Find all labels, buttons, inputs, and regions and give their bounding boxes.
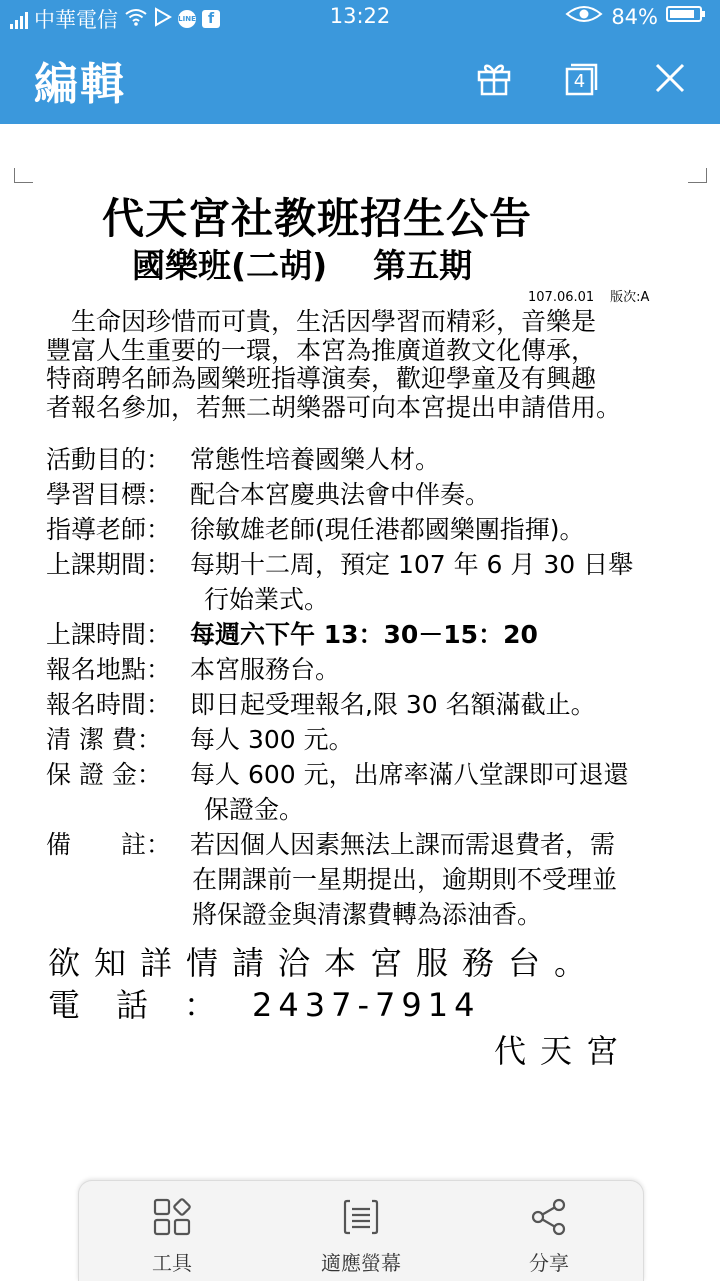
crop-mark-top-right [688, 168, 707, 183]
tabs-icon [562, 60, 602, 100]
battery-icon [666, 4, 706, 29]
tabs-button[interactable] [556, 54, 608, 106]
detail-value: 每人 300 元。 [190, 725, 354, 754]
detail-label: 指導老師： [46, 515, 172, 544]
detail-label: 報名時間： [46, 690, 172, 719]
phone-number: 2437-7914 [252, 986, 481, 1024]
version-date: 107.06.01 [528, 290, 595, 305]
phone-label: 電話： [48, 986, 253, 1024]
gift-button[interactable] [468, 54, 520, 106]
detail-value: 行始業式。 [204, 585, 330, 614]
paragraph-line: 者報名參加，若無二胡樂器可向本宮提出申請借用。 [46, 392, 622, 422]
carrier-name: 中華電信 [34, 8, 118, 32]
detail-row-deposit [46, 757, 706, 792]
signature: 代天宮 [494, 1032, 633, 1070]
detail-row-period [46, 547, 706, 582]
detail-label: 保 證 金： [46, 760, 162, 789]
status-bar [0, 0, 720, 36]
close-button[interactable] [644, 54, 696, 106]
detail-label: 活動目的： [46, 445, 172, 474]
detail-row-note-cont [46, 897, 706, 932]
detail-list [46, 442, 706, 932]
detail-label: 上課時間： [46, 620, 172, 649]
detail-label: 上課期間： [46, 550, 172, 579]
tools-label: 工具 [152, 1251, 192, 1275]
detail-value: 配合本宮慶典法會中伴奏。 [190, 480, 491, 509]
document-page[interactable] [0, 124, 720, 1280]
share-label: 分享 [529, 1251, 569, 1275]
crop-mark-top-left [14, 168, 33, 183]
detail-value: 將保證金與清潔費轉為添油香。 [192, 900, 543, 929]
detail-row-note-cont [46, 862, 706, 897]
version-label: 版次:A [610, 290, 650, 305]
subtitle-term: 第五期 [373, 246, 473, 285]
detail-row-time [46, 617, 706, 652]
detail-row-location [46, 652, 706, 687]
paragraph-line: 生命因珍惜而可貴，生活因學習而精彩，音樂是 [46, 307, 597, 336]
detail-value: 若因個人因素無法上課而需退費者，需 [190, 830, 616, 859]
detail-row-purpose [46, 442, 706, 477]
paragraph-line: 特商聘名師為國樂班指導演奏，歡迎學童及有興趣 [46, 364, 597, 393]
detail-value: 每週六下午 13：30－15：20 [190, 620, 538, 649]
bottom-toolbar [78, 1180, 644, 1281]
app-title: 編輯 [34, 59, 126, 110]
close-icon [653, 61, 687, 99]
detail-value: 保證金。 [204, 795, 305, 824]
facebook-icon: f [202, 10, 220, 28]
eye-icon [565, 4, 603, 29]
version-info [528, 286, 649, 305]
battery-percent: 84% [611, 4, 658, 29]
app-bar [0, 36, 720, 124]
detail-value: 常態性培養國樂人材。 [190, 445, 441, 474]
detail-row-teacher [46, 512, 706, 547]
tools-icon [97, 1195, 247, 1239]
detail-row-period-cont [46, 582, 706, 617]
tab-count: 4 [573, 71, 586, 92]
detail-label: 清 潔 費： [46, 725, 162, 754]
gift-icon [475, 59, 513, 101]
detail-row-note [46, 827, 706, 862]
document-subtitle [132, 240, 472, 287]
phone-line [48, 980, 480, 1026]
intro-paragraph [46, 308, 706, 422]
detail-value: 本宮服務台。 [190, 655, 341, 684]
detail-value: 在開課前一星期提出，逾期則不受理並 [192, 865, 618, 894]
subtitle-class: 國樂班(二胡) [132, 246, 328, 285]
status-right [565, 4, 706, 29]
detail-value: 每人 600 元，出席率滿八堂課即可退還 [190, 760, 629, 789]
contact-line: 欲知詳情請洽本宮服務台。 [48, 944, 601, 982]
paragraph-line: 豐富人生重要的一環，本宮為推廣道教文化傳承， [46, 335, 597, 365]
detail-row-goal [46, 477, 706, 512]
fit-screen-label: 適應螢幕 [321, 1251, 401, 1275]
detail-value: 每期十二周，預定 107 年 6 月 30 日舉 [190, 550, 634, 579]
document-title: 代天宮社教班招生公告 [102, 194, 533, 243]
fit-screen-button[interactable] [286, 1181, 436, 1281]
line-icon: LINE [178, 10, 196, 28]
clock: 13:22 [329, 4, 391, 28]
fit-screen-icon [286, 1195, 436, 1239]
detail-label: 備 註： [46, 830, 172, 859]
detail-label: 報名地點： [46, 655, 172, 684]
detail-label: 學習目標： [46, 480, 172, 509]
tools-button[interactable] [97, 1181, 247, 1281]
detail-row-deposit-cont [46, 792, 706, 827]
detail-row-registration [46, 687, 706, 722]
detail-row-cleaning-fee [46, 722, 706, 757]
detail-value: 即日起受理報名,限 30 名額滿截止。 [190, 690, 596, 719]
share-icon [474, 1195, 624, 1239]
detail-value: 徐敏雄老師(現任港都國樂團指揮)。 [190, 515, 585, 544]
share-button[interactable] [474, 1181, 624, 1281]
